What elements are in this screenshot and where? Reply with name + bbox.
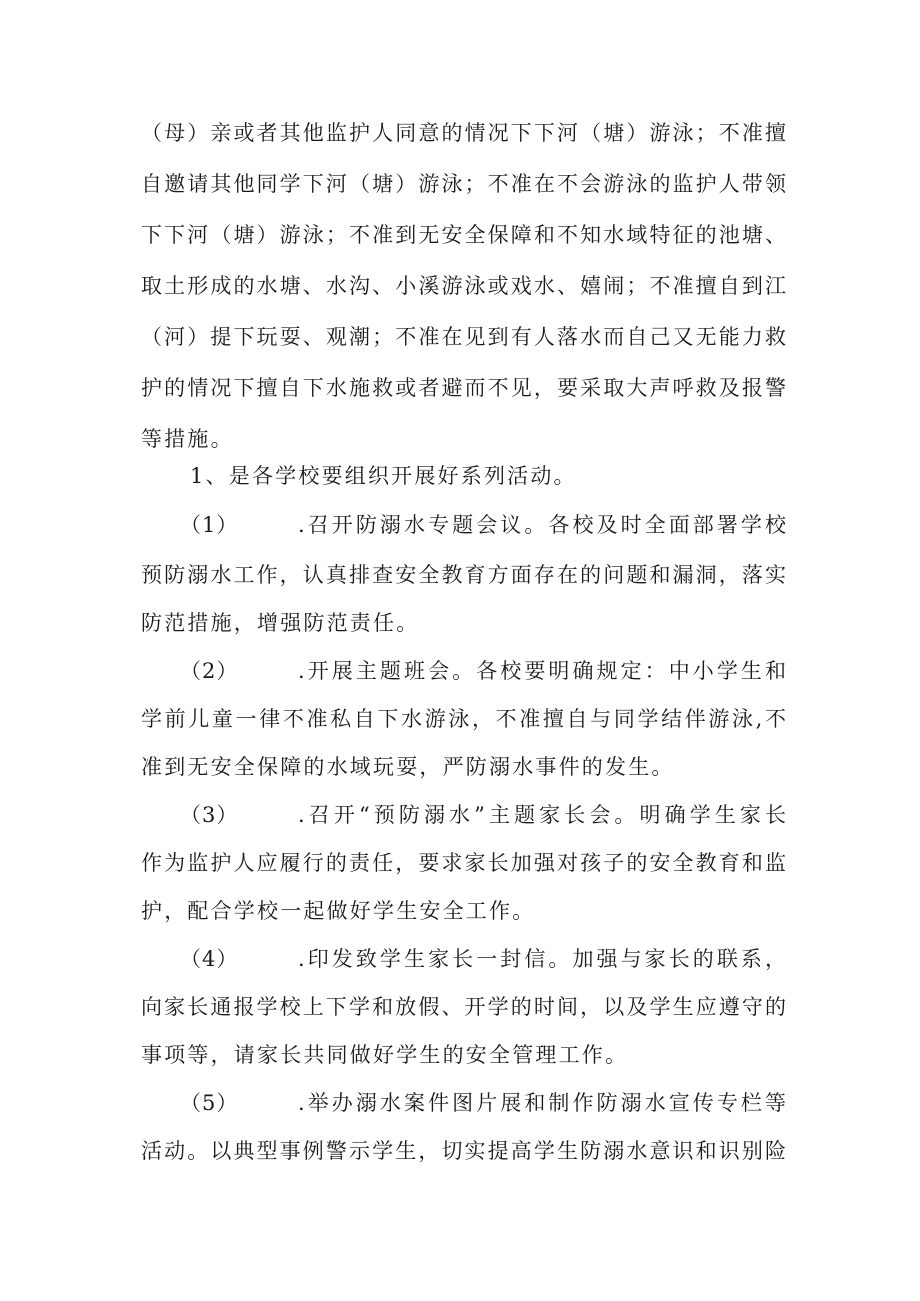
item-line: 学前儿童一律不准私自下水游泳，不准擅自与同学结伴游泳,不 — [141, 707, 786, 731]
item-lead-text: .召开防溺水专题会议。各校及时全面部署学校 — [298, 513, 786, 537]
item-lead-text: .举办溺水案件图片展和制作防溺水宣传专栏等 — [298, 1091, 786, 1115]
item-number: （4） — [180, 947, 239, 971]
item-number: （3） — [180, 803, 239, 827]
intro-line: 自邀请其他同学下河（塘）游泳；不准在不会游泳的监护人带领 — [141, 172, 786, 196]
intro-line: 取土形成的水塘、水沟、小溪游泳或戏水、嬉闹；不准擅自到江 — [141, 274, 786, 298]
item-line: 事项等，请家长共同做好学生的安全管理工作。 — [141, 1043, 629, 1067]
item-line: 防范措施，增强防范责任。 — [141, 611, 420, 635]
item-lead-text: .印发致学生家长一封信。加强与家长的联系， — [298, 947, 786, 971]
intro-line: （河）提下玩耍、观潮；不准在见到有人落水而自己又无能力救 — [141, 325, 786, 349]
item-line: 向家长通报学校上下学和放假、开学的时间，以及学生应遵守的 — [141, 995, 786, 1019]
item-number: （1） — [180, 513, 239, 537]
intro-line: （母）亲或者其他监护人同意的情况下下河（塘）游泳；不准擅 — [141, 121, 786, 145]
item-line: 准到无安全保障的水域玩耍，严防溺水事件的发生。 — [141, 755, 675, 779]
item-line: 作为监护人应履行的责任，要求家长加强对孩子的安全教育和监 — [141, 851, 786, 875]
section-heading: 1、是各学校要组织开展好系列活动。 — [190, 464, 577, 488]
item-line: 活动。以典型事例警示学生，切实提高学生防溺水意识和识别险 — [141, 1139, 786, 1163]
item-line: 预防溺水工作，认真排查安全教育方面存在的问题和漏洞，落实 — [141, 563, 786, 587]
item-lead-text: .开展主题班会。各校要明确规定：中小学生和 — [298, 659, 786, 683]
item-lead-text: .召开“预防溺水”主题家长会。明确学生家长 — [298, 803, 786, 827]
intro-line: 下下河（塘）游泳；不准到无安全保障和不知水域特征的池塘、 — [141, 223, 786, 247]
item-number: （2） — [180, 659, 239, 683]
intro-line: 护的情况下擅自下水施救或者避而不见，要采取大声呼救及报警 — [141, 376, 786, 400]
intro-line: 等措施。 — [141, 427, 234, 451]
item-line: 护，配合学校一起做好学生安全工作。 — [141, 899, 536, 923]
item-number: （5） — [180, 1091, 239, 1115]
